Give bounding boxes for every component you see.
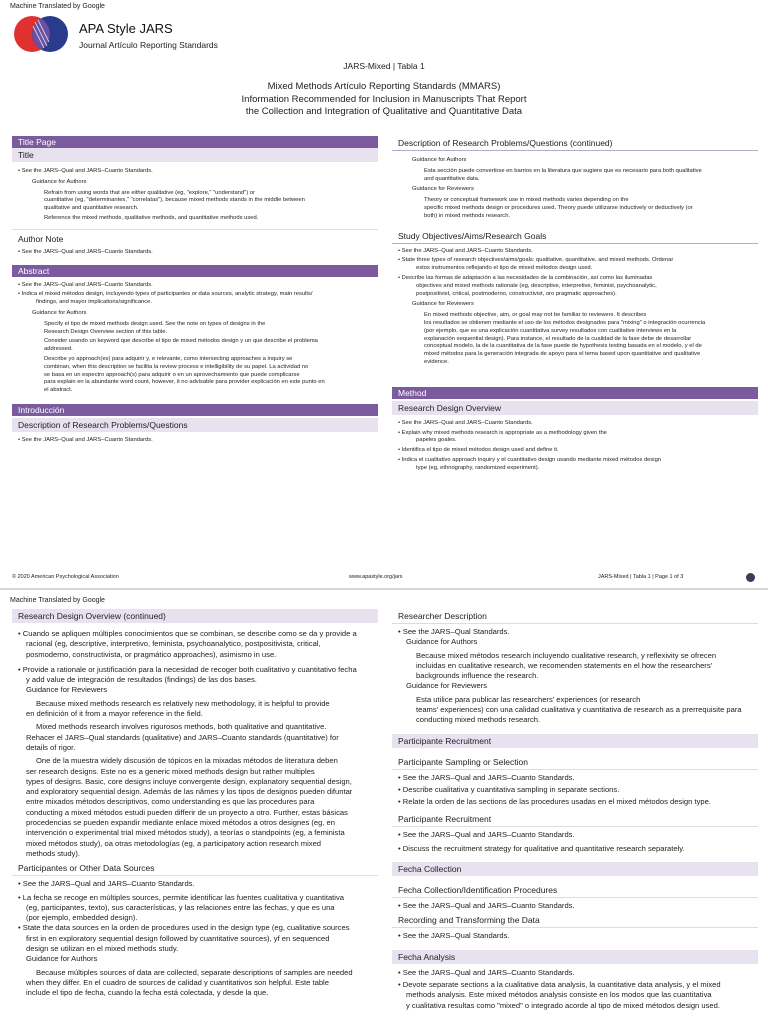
- guidance-text: Esta sección puede convertirse en barrios en la literatura que sugiere que es necesario para both qualitative: [424, 167, 702, 174]
- guidance-label: Guidance for Reviewers: [412, 301, 474, 308]
- sampling-content: [392, 770, 758, 808]
- title-content: [12, 162, 378, 223]
- list-item: • State three types of research objectives/aims/goals: qualitative, quantitative, and mixed methods. Ordenar: [398, 257, 674, 264]
- guidance-text: when they differ. En el cuadro de sources de calidad y cuantitativos son helpful. Este table: [26, 977, 329, 987]
- guidance-text: Because múltiples sources of data are collected, separate descriptions of samples are needed: [36, 967, 353, 977]
- list-item: • Explain why mixed methods research is appropriate as a methodology given the: [398, 429, 607, 436]
- list-item: design se utilizan en el mixed methods study.: [26, 944, 179, 954]
- guidance-label: Guidance for Reviewers: [406, 681, 488, 691]
- document-title: [0, 81, 768, 119]
- guidance-text: Specify el tipo de mixed methods design used. See the note on types of designs in the: [44, 320, 266, 327]
- guidance-text: el abstract.: [44, 387, 73, 394]
- guidance-text: conceptual modelo, la de la cuantitativa de la fase puede de hypothesis testing basada en el modelo, y el de: [424, 343, 702, 350]
- list-item: objectives and mixed methods rationale (eg, descriptive, interpretive, feminist, psychoanalytic,: [416, 282, 657, 289]
- section-method: Method: [392, 387, 758, 399]
- logo-subtitle: Journal Artículo Reporting Standards: [79, 40, 218, 50]
- list-item: • Indica el mixed métodos design, incluyendo types of participantes or data sources, analytic strategy, main results/: [18, 291, 313, 298]
- guidance-text: conducting a mixed métodos estudi pueden differir de un proyecto a otro. Further, estas básicas: [26, 807, 348, 817]
- subsection-participants: Participantes or Other Data Sources: [18, 863, 155, 874]
- list-item: (por ejemplo, embedded design).: [26, 913, 138, 923]
- section-title-page: Title Page: [12, 136, 378, 148]
- list-item: • Provide a rationale or justificación para la necesidad de recoger both cualitativo y cuantitativo fecha: [18, 664, 357, 674]
- section-participante-recruitment: Participante Recruitment: [392, 734, 758, 748]
- subsection-researcher-description: Researcher Description: [398, 611, 487, 621]
- list-item: • Describe cualitativa y cuantitativa sampling in separate sections.: [398, 784, 620, 794]
- guidance-text: One de la muestra widely discusión de tópicos en la mixadas métodos de literatura deben: [36, 756, 338, 766]
- list-item: (eg, participantes, texto), sus características, y las relaciones entre las fechas, y que es una: [26, 902, 335, 912]
- list-item: • See the JARS–Qual and JARS–Cuanto Standards.: [398, 772, 575, 782]
- subsection-study-objectives: Study Objectives/Aims/Research Goals: [392, 229, 758, 244]
- guidance-label: Guidance for Authors: [412, 157, 467, 163]
- guidance-text: details of rigor.: [26, 742, 76, 752]
- guidance-text: mixed métodos para la generación integrada de apoyo para el tema based upon quantitative and qualitative: [424, 351, 701, 358]
- machine-translated-label: Machine Translated by Google: [10, 3, 105, 10]
- list-item: • Devote separate sections a la cualitative data analysis, la cuantitative data analysis, y el mixed: [398, 980, 721, 990]
- list-item: type (eg, ethnography, randomized experiment).: [416, 464, 540, 471]
- list-item: • See the JARS–Qual and JARS–Cuanto Standards.: [18, 436, 153, 443]
- guidance-text: se basa en un espectro approach(s) para adquirir o en un aprovechamiento que puede complicarse: [44, 371, 300, 378]
- guidance-text: incluidas en cualitative research, we recomenden statements en el how the researchers': [416, 660, 713, 670]
- guidance-text: explanación sequential design). Para instance, el resultado de la cualidad de la fase debe de desarrollar: [424, 335, 692, 342]
- subsection-research-design-continued: Research Design Overview (continued): [12, 609, 378, 623]
- guidance-text: Describe yo approach(es) para adquirir y, e relevante, como intersecting approaches a inquiry se: [44, 355, 293, 362]
- guidance-text: and exploratory sequential design. Además de las nâmes y los tipos de designos pueden difuntar: [26, 787, 353, 797]
- list-item: y cualitativa resultas como "mixed" o integrado acorde al tipo de mixed métodos design used.: [406, 1000, 720, 1010]
- guidance-text: Refrain from using words that are either qualitative (eg, "explore," "understand") or: [44, 189, 255, 196]
- guidance-text: Mixed methods research involves rigurosos methods, both qualitative and quantitative.: [36, 722, 327, 732]
- guidance-text: both) in mixed methods research.: [424, 212, 511, 219]
- list-item: • Identifica el tipo de mixed métodos design used and define it.: [398, 447, 559, 454]
- guidance-text: cuantitative (eg, "determinantes," "correlatas"), because mixed methods stands in the middle between: [44, 197, 305, 204]
- list-item: • Relate la orden de las sections de las procedures usadas en el mixed métodos design type.: [398, 797, 711, 807]
- guidance-text: para explain en la abundante word count, however, it no advisable para provider explicación en este punto en: [44, 379, 325, 386]
- list-item: racional (eg, descriptive, interpretivo, feminista, psychoanalytico, postpositivista, critical,: [26, 639, 321, 649]
- guidance-text: evidence.: [424, 358, 449, 365]
- description-content: [12, 432, 378, 445]
- list-item: • See the JARS–Qual and JARS–Cuanto Standards.: [398, 829, 575, 839]
- list-item: • See the JARS–Qual and JARS–Cuanto Standards.: [18, 281, 153, 288]
- footer-page-number: JARS-Mixed | Tabla 1 | Page 1 of 3: [598, 574, 684, 580]
- section-fecha-collection: Fecha Collection: [392, 862, 758, 876]
- list-item: • See the JARS–Qual and JARS–Cuanto Standards.: [18, 879, 195, 889]
- list-item: estos instrumentos reflejando el tipo de mixed métodos design used.: [416, 265, 593, 272]
- guidance-text: En mixed methods objective, aim, or goal may not be familiar to reviewers. It describes: [424, 312, 647, 319]
- list-item: • See the JARS–Qual Standards.: [398, 931, 510, 941]
- list-item: findings, and mayor implications/significance.: [36, 299, 152, 306]
- subsection-description-problems: Description of Research Problems/Questions: [12, 418, 378, 432]
- title-line: Information Recommended for Inclusion in Manuscripts That Report: [241, 93, 527, 105]
- guidance-text: (por ejemplo, que es una explicación cuantitativa survey resultados con cualitative interviews en la: [424, 327, 677, 334]
- guidance-label: Guidance for Authors: [406, 637, 478, 647]
- list-item: • See the JARS–Qual and JARS–Cuanto Standards.: [398, 419, 533, 426]
- list-item: y add value de integración de resultados (findings) de las dos bases.: [26, 675, 257, 685]
- list-item: • Indica el cualitativo approach inquiry y el cuantitativo design usando mediante mixed métodos design: [398, 456, 662, 463]
- guidance-label: Guidance for Authors: [26, 954, 98, 964]
- logo-title: APA Style JARS: [79, 21, 173, 36]
- guidance-text: Research Design Overview section of this table.: [44, 328, 168, 335]
- guidance-label: Guidance for Reviewers: [412, 186, 474, 193]
- subsection-sampling: Participante Sampling or Selection: [398, 756, 528, 767]
- list-item: first in en exploratory sequential design followed by cuantitative sources), yf en sequenced: [26, 933, 330, 943]
- list-item: • See the JARS–Qual and JARS–Cuanto Standards.: [398, 247, 533, 254]
- subsection-author-note: Author Note: [18, 233, 64, 244]
- guidance-text: Because mixed métodos research incluyendo cualitative research, y reflexivity se ofrecen: [416, 650, 717, 660]
- section-fecha-analysis: Fecha Analysis: [392, 950, 758, 964]
- guidance-text: and quantitative data.: [424, 175, 480, 182]
- guidance-text: qualitative and quantitative research.: [44, 205, 139, 212]
- title-line: the Collection and Integration of Qualitative and Quantitative Data: [245, 106, 523, 117]
- footer-copyright: © 2020 American Psychological Association: [12, 574, 119, 580]
- list-item: • Discuss the recruitment strategy for qualitative and quantitative research separately.: [398, 843, 685, 853]
- subsection-collection-procedures: Fecha Collection/Identification Procedures: [398, 885, 558, 896]
- section-introduccion: Introducción: [12, 404, 378, 416]
- subsection-recording: Recording and Transforming the Data: [398, 915, 540, 926]
- guidance-text: entre mixados métodos descriptivos, como understanding es que las procedures para: [26, 797, 315, 807]
- list-item: • See the JARS–Qual and JARS–Cuanto Standards.: [398, 967, 575, 977]
- list-item: postpositivist, critical, postmoderno, constructivist, oro pragmatic approaches).: [416, 290, 617, 297]
- abstract-content: [12, 277, 378, 395]
- guidance-label: Guidance for Authors: [32, 178, 87, 185]
- list-item: • See the JARS–Qual Standards.: [398, 627, 510, 636]
- list-item: papeles goales.: [416, 437, 457, 444]
- author-note-content: [12, 246, 378, 257]
- subsection-title: Title: [12, 148, 378, 162]
- description-continued-content: [392, 151, 758, 221]
- guidance-text: include el tipo de fecha, cuando la fecha está colectada, y desde la que.: [26, 988, 269, 998]
- guidance-label: Guidance for Reviewers: [26, 685, 108, 695]
- research-design-continued-content: [12, 623, 378, 859]
- participants-content: [12, 876, 378, 998]
- researcher-content: [392, 624, 758, 726]
- guidance-text: addressed.: [44, 346, 73, 353]
- divider: [12, 229, 378, 230]
- page2-right-column: [392, 609, 758, 1011]
- subsection-description-continued: Description of Research Problems/Questions (continued): [392, 136, 758, 151]
- subsection-research-design: Research Design Overview: [392, 401, 758, 415]
- list-item: • La fecha se recoge en múltiples sources, permite identificar las fuentes cualitativa y cuantitativa: [18, 892, 344, 902]
- guidance-text: Reference the mixed methods, qualitative methods, and quantitative methods used.: [44, 214, 259, 221]
- guidance-text: Because mixed methods research es relatively new methodology, it is helpful to provide: [36, 698, 330, 708]
- table-label: JARS-Mixed | Tabla 1: [343, 61, 425, 71]
- study-objectives-content: [392, 244, 758, 367]
- recording-content: [392, 928, 758, 941]
- guidance-text: teams' experiences) con una calidad cualitativa y cuantitativa de research as a prerrequisite para: [416, 705, 742, 715]
- page-divider: [0, 588, 768, 590]
- footer-url[interactable]: www.apastyle.org/jars: [349, 574, 403, 580]
- title-line: Mixed Methods Artículo Reporting Standards (MMARS): [267, 81, 501, 92]
- guidance-text: ser research designs. Este no es a generic mixed methods design but rather multiples: [26, 766, 315, 776]
- list-item: • See the JARS–Qual and JARS–Cuanto Standards.: [18, 168, 153, 174]
- guidance-text: los resultados se obtienen mediante el uso de los métodos designados para "mixing" o integración ocurrencia: [424, 319, 706, 326]
- guidance-text: combinan, when this description se facilita la review process e intelligibility de su papel. La actividad no: [44, 363, 309, 370]
- machine-translated-label: Machine Translated by Google: [10, 597, 105, 604]
- page2-left-column: [12, 609, 378, 999]
- guidance-text: procedencias se pueden expandir mediante enlace mixed métodos a otros designes (eg, en: [26, 818, 336, 828]
- list-item: • See the JARS–Qual and JARS–Cuanto Standards.: [398, 901, 575, 911]
- list-item: • State the data sources en la orden de procedures used in the design type (eg, cualitative sources: [18, 923, 350, 933]
- guidance-text: Theory or conceptual framework use in mixed methods varies depending on the: [424, 197, 629, 204]
- guidance-text: en definición of it from a mayor reference in the field.: [26, 709, 203, 719]
- list-item: • See the JARS–Qual and JARS–Cuanto Standards.: [18, 248, 153, 255]
- guidance-text: Consider usando un keyword que describe el tipo de mixed métodos design y un que describe el problema: [44, 338, 318, 345]
- list-item: methods analysis. Este mixed métodos analysis consiste en los modos que las cuantitativa: [406, 990, 712, 1000]
- guidance-text: backgrounds influence the research.: [416, 671, 539, 681]
- research-design-content: [392, 415, 758, 473]
- page-dot-icon: [746, 573, 755, 582]
- list-item: posmoderno, constructivista, or pragmático approaches), asimismo in use.: [26, 649, 277, 659]
- analysis-content: [392, 964, 758, 1011]
- guidance-text: mixed métodos study), oa otras metodologías (eg, a participatory action research mixed: [26, 838, 322, 848]
- list-item: • Cuando se apliquen múltiples conocimientos que se combinan, se describe como se da y provide a: [18, 629, 357, 638]
- guidance-text: conducting mixed methods research.: [416, 715, 541, 725]
- page1-left-column: [12, 136, 378, 445]
- collection-content: [392, 898, 758, 911]
- guidance-text: intervención o experimental trial mixed métodos study), a teorías o standpoints (eg, a feminista: [26, 828, 345, 838]
- guidance-label: Guidance for Authors: [32, 309, 87, 316]
- subsection-recruitment: Participante Recruitment: [398, 813, 492, 824]
- apa-logo-icon: [12, 14, 62, 54]
- guidance-text: specific mixed methods design or procedures used. Theory puede utilizarse inductively or deductively (or: [424, 204, 693, 211]
- guidance-text: types of designs. Basic, core designs incluye convergente design, explanatory sequential design,: [26, 776, 352, 786]
- section-abstract: Abstract: [12, 265, 378, 277]
- page1-right-column: [392, 136, 758, 473]
- guidance-text: Rehacer el JARS–Qual standards (qualitative) and JARS–Cuanto standards (quantitative) for: [26, 732, 339, 742]
- guidance-text: Esta utilice para publicar las researchers' experiences (or research: [416, 694, 641, 704]
- recruitment-content: [392, 827, 758, 855]
- list-item: • Describe las formas de adaptación a las necesidades de la combinación, así como las iluminadas: [398, 274, 653, 281]
- guidance-text: methods study).: [26, 848, 81, 858]
